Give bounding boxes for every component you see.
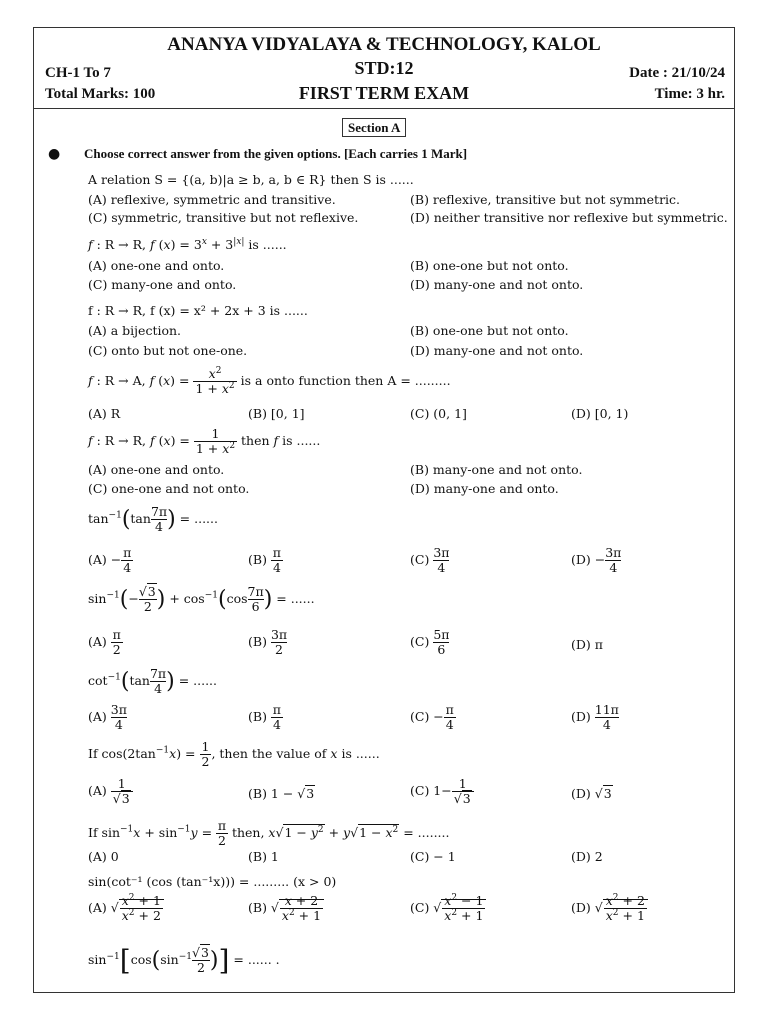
bullet-icon: ●	[48, 146, 61, 162]
header-divider	[33, 108, 735, 109]
q9-option-b: (B) 1 − √3	[248, 786, 315, 801]
q1-option-a: (A) reflexive, symmetric and transitive.	[88, 192, 336, 207]
q7-option-d: (D) π	[571, 637, 603, 652]
q2-option-d: (D) many-one and not onto.	[410, 277, 584, 292]
question-3: f : R → R, f (x) = x² + 2x + 3 is ......	[88, 303, 308, 318]
q11-option-c: (C) √ $\frac{x^2 - 1}{x^2 + 1}$	[410, 894, 486, 923]
section-label: Section A	[342, 118, 406, 137]
q3-option-c: (C) onto but not one-one.	[88, 343, 248, 358]
q6-option-b: (B) $\frac{\pi}{4}$	[248, 545, 282, 575]
q8-option-d: (D) $\frac{11\pi}{4}$	[571, 702, 619, 732]
q1-option-d: (D) neither transitive nor reflexive but symmetric.	[410, 210, 728, 225]
total-marks: Total Marks: 100	[45, 86, 156, 102]
exam-time: Time: 3 hr.	[654, 86, 725, 102]
question-6: $\tan^{-1}(\tan$ $\frac{7\pi}{4}$ ) = ......	[88, 504, 218, 534]
q3-option-a: (A) a bijection.	[88, 323, 182, 338]
q11-option-d: (D) √ $\frac{x^2 + 2}{x^2 + 1}$	[571, 894, 648, 923]
exam-title: FIRST TERM EXAM	[298, 83, 470, 103]
question-7: $\sin^{-1}(-$ $\frac{√3}{2}$ ) + $\cos^{-1}(\cos$ $\frac{7\pi}{6}$ ) = ......	[88, 584, 315, 614]
question-2: f : R → R, f $(x) = 3^x + 3^{|x|}$ is ......	[88, 237, 287, 253]
q6-option-a: (A) − $\frac{\pi}{4}$	[88, 545, 132, 575]
q4-option-a: (A) R	[88, 406, 121, 421]
q5-option-d: (D) many-one and onto.	[410, 481, 559, 496]
q9-option-c: (C) 1− $\frac{1}{√3}$	[410, 777, 474, 806]
instruction: Choose correct answer from the given options. [Each carries 1 Mark]	[84, 146, 468, 161]
q1-option-b: (B) reflexive, transitive but not symmetric.	[410, 192, 681, 207]
q2-option-c: (C) many-one and onto.	[88, 277, 237, 292]
q11-option-a: (A) √ $\frac{x^2 + 1}{x^2 + 2}$	[88, 894, 164, 923]
q8-option-b: (B) $\frac{\pi}{4}$	[248, 702, 282, 732]
q7-option-b: (B) $\frac{3\pi}{2}$	[248, 627, 288, 657]
q10-option-d: (D) 2	[571, 849, 603, 864]
question-5: f : R → R, f (x) = $\frac{1}{1 + x^2}$ then f is ......	[88, 426, 321, 456]
q2-option-b: (B) one-one but not onto.	[410, 258, 569, 273]
q1-option-c: (C) symmetric, transitive but not reflexive.	[88, 210, 359, 225]
q6-option-c: (C) $\frac{3\pi}{4}$	[410, 545, 450, 575]
q5-option-b: (B) many-one and not onto.	[410, 462, 583, 477]
question-11: sin(cot⁻¹ (cos (tan⁻¹x))) = ......... (x > 0)	[88, 874, 337, 889]
q4-option-c: (C) (0, 1]	[410, 406, 467, 421]
chapters: CH-1 To 7	[45, 65, 111, 81]
q8-option-a: (A) $\frac{3\pi}{4}$	[88, 702, 127, 732]
q4-option-d: (D) [0, 1)	[571, 406, 629, 421]
q9-option-a: (A) $\frac{1}{√3}$	[88, 777, 133, 806]
q5-option-c: (C) one-one and not onto.	[88, 481, 250, 496]
q5-option-a: (A) one-one and onto.	[88, 462, 225, 477]
exam-date: Date : 21/10/24	[629, 65, 725, 81]
q9-option-d: (D) √3	[571, 786, 612, 801]
q7-option-a: (A) $\frac{\pi}{2}$	[88, 627, 121, 657]
q7-option-c: (C) $\frac{5\pi}{6}$	[410, 627, 450, 657]
q2-option-a: (A) one-one and onto.	[88, 258, 225, 273]
standard: STD:12	[354, 58, 414, 78]
question-8: $\cot^{-1}(\tan$ $\frac{7\pi}{4}$ ) = ......	[88, 666, 217, 696]
question-1: A relation S = {(a, b)|a ≥ b, a, b ∈ R} then S is ......	[88, 172, 414, 187]
question-12: $\sin^{-1}[\cos(\sin^{-1}$ $\frac{√3}{2}$ )] = ...... .	[88, 944, 280, 977]
question-9: If $\cos(2\tan^{-1}x)$ = $\frac{1}{2}$ , then the value of x is ......	[88, 739, 380, 769]
q3-option-d: (D) many-one and not onto.	[410, 343, 584, 358]
q3-option-b: (B) one-one but not onto.	[410, 323, 569, 338]
q10-option-c: (C) − 1	[410, 849, 456, 864]
question-10: If $\sin^{-1}x + \sin^{-1}y$ = $\frac{\pi}{2}$ then, $x√1 - y^2 + y√1 - x^2$ = ........	[88, 818, 450, 848]
school-name: ANANYA VIDYALAYA & TECHNOLOGY, KALOL	[167, 34, 601, 55]
q10-option-b: (B) 1	[248, 849, 279, 864]
q10-option-a: (A) 0	[88, 849, 119, 864]
q6-option-d: (D) − $\frac{3\pi}{4}$	[571, 545, 622, 575]
q11-option-b: (B) √ $\frac{x + 2}{x^2 + 1}$	[248, 894, 324, 923]
q8-option-c: (C) − $\frac{\pi}{4}$	[410, 702, 454, 732]
q4-option-b: (B) [0, 1]	[248, 406, 305, 421]
question-4: f : R → A, f (x) = $\frac{x^2}{1 + x^2}$ is a onto function then A = .........	[88, 366, 451, 397]
